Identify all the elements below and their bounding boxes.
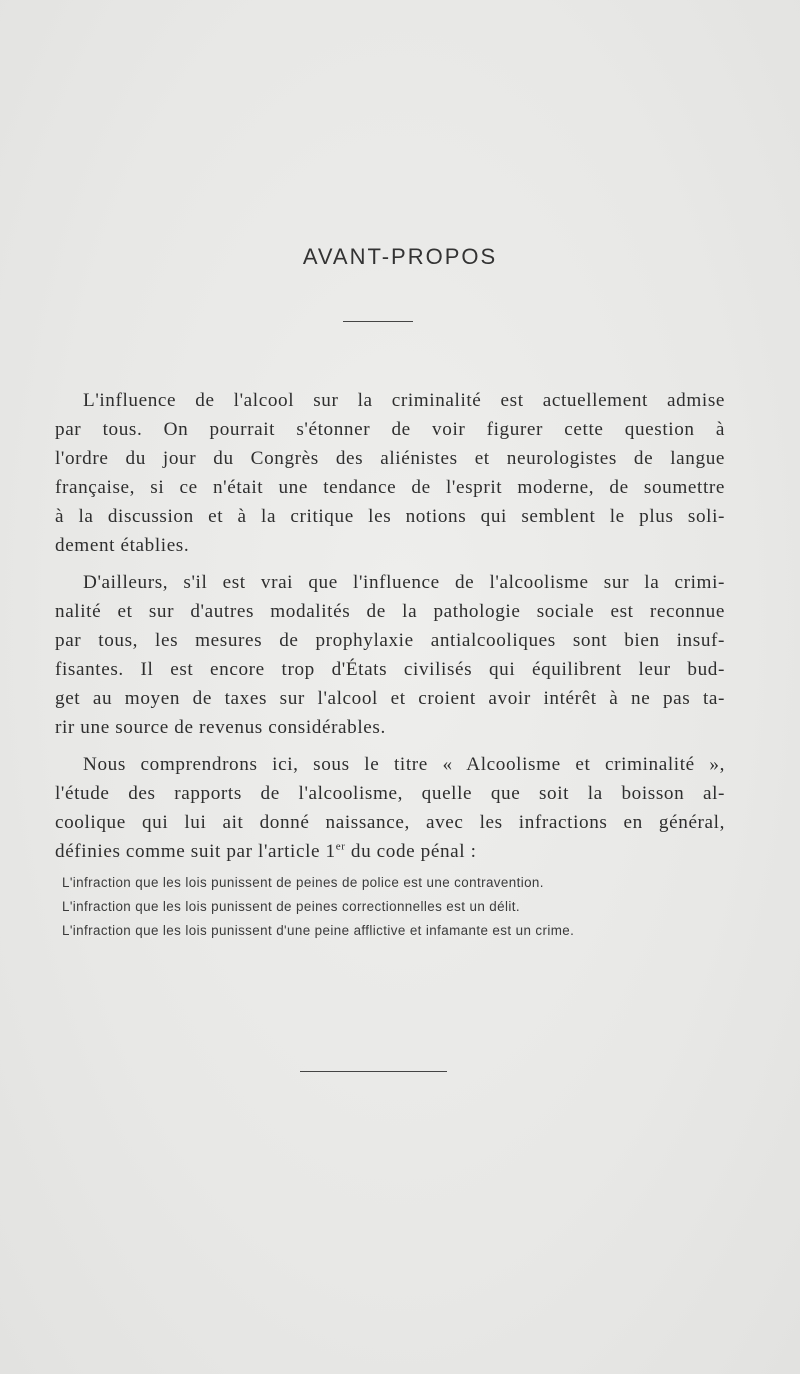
- paragraph-line: par tous, les mesures de prophylaxie antialcooliques sont bien insuf-: [55, 630, 725, 651]
- paragraph-line: française, si ce n'était une tendance de l'esprit moderne, de soumettre: [55, 477, 725, 498]
- article-ordinal-superscript: er: [335, 840, 346, 853]
- article-reference-tail: du code pénal :: [345, 841, 477, 862]
- paragraph-line-with-superscript: [55, 837, 725, 866]
- definitions-list: [62, 871, 722, 943]
- paragraph-line: D'ailleurs, s'il est vrai que l'influence de l'alcoolisme sur la crimi-: [83, 572, 725, 593]
- paragraph-line: fisantes. Il est encore trop d'États civilisés qui équilibrent leur bud-: [55, 659, 725, 680]
- paragraph-line: coolique qui lui ait donné naissance, avec les infractions en général,: [55, 812, 725, 833]
- paragraph-line: rir une source de revenus considérables.: [55, 717, 386, 738]
- definition-contravention: L'infraction que les lois punissent de peines de police est une contravention.: [62, 875, 544, 890]
- paragraph-line: par tous. On pourrait s'étonner de voir figurer cette question à: [55, 419, 725, 440]
- paragraph-2: [55, 568, 725, 742]
- paragraph-line: L'influence de l'alcool sur la criminalité est actuellement admise: [83, 390, 725, 411]
- definition-crime: L'infraction que les lois punissent d'une peine afflictive et infamante est un crime.: [62, 923, 575, 938]
- paragraph-line: l'ordre du jour du Congrès des aliénistes et neurologistes de langue: [55, 448, 725, 469]
- paragraph-line: nalité et sur d'autres modalités de la pathologie sociale est reconnue: [55, 601, 725, 622]
- article-reference-text: définies comme suit par l'article 1: [55, 841, 336, 862]
- paragraph-line: get au moyen de taxes sur l'alcool et croient avoir intérêt à ne pas ta-: [55, 688, 725, 709]
- paragraph-line: Nous comprendrons ici, sous le titre « Alcoolisme et criminalité »,: [83, 754, 725, 775]
- end-separator-rule: [300, 1071, 447, 1072]
- paragraph-line: à la discussion et à la critique les notions qui semblent le plus soli-: [55, 506, 725, 527]
- paragraph-3: [55, 750, 725, 866]
- page-title: AVANT-PROPOS: [302, 244, 498, 269]
- paragraph-line: dement établies.: [55, 535, 190, 556]
- paragraph-line: l'étude des rapports de l'alcoolisme, quelle que soit la boisson al-: [55, 783, 725, 804]
- title-separator-rule: [343, 321, 413, 322]
- definition-delit: L'infraction que les lois punissent de peines correctionnelles est un délit.: [62, 899, 520, 914]
- paragraph-1: [55, 386, 725, 560]
